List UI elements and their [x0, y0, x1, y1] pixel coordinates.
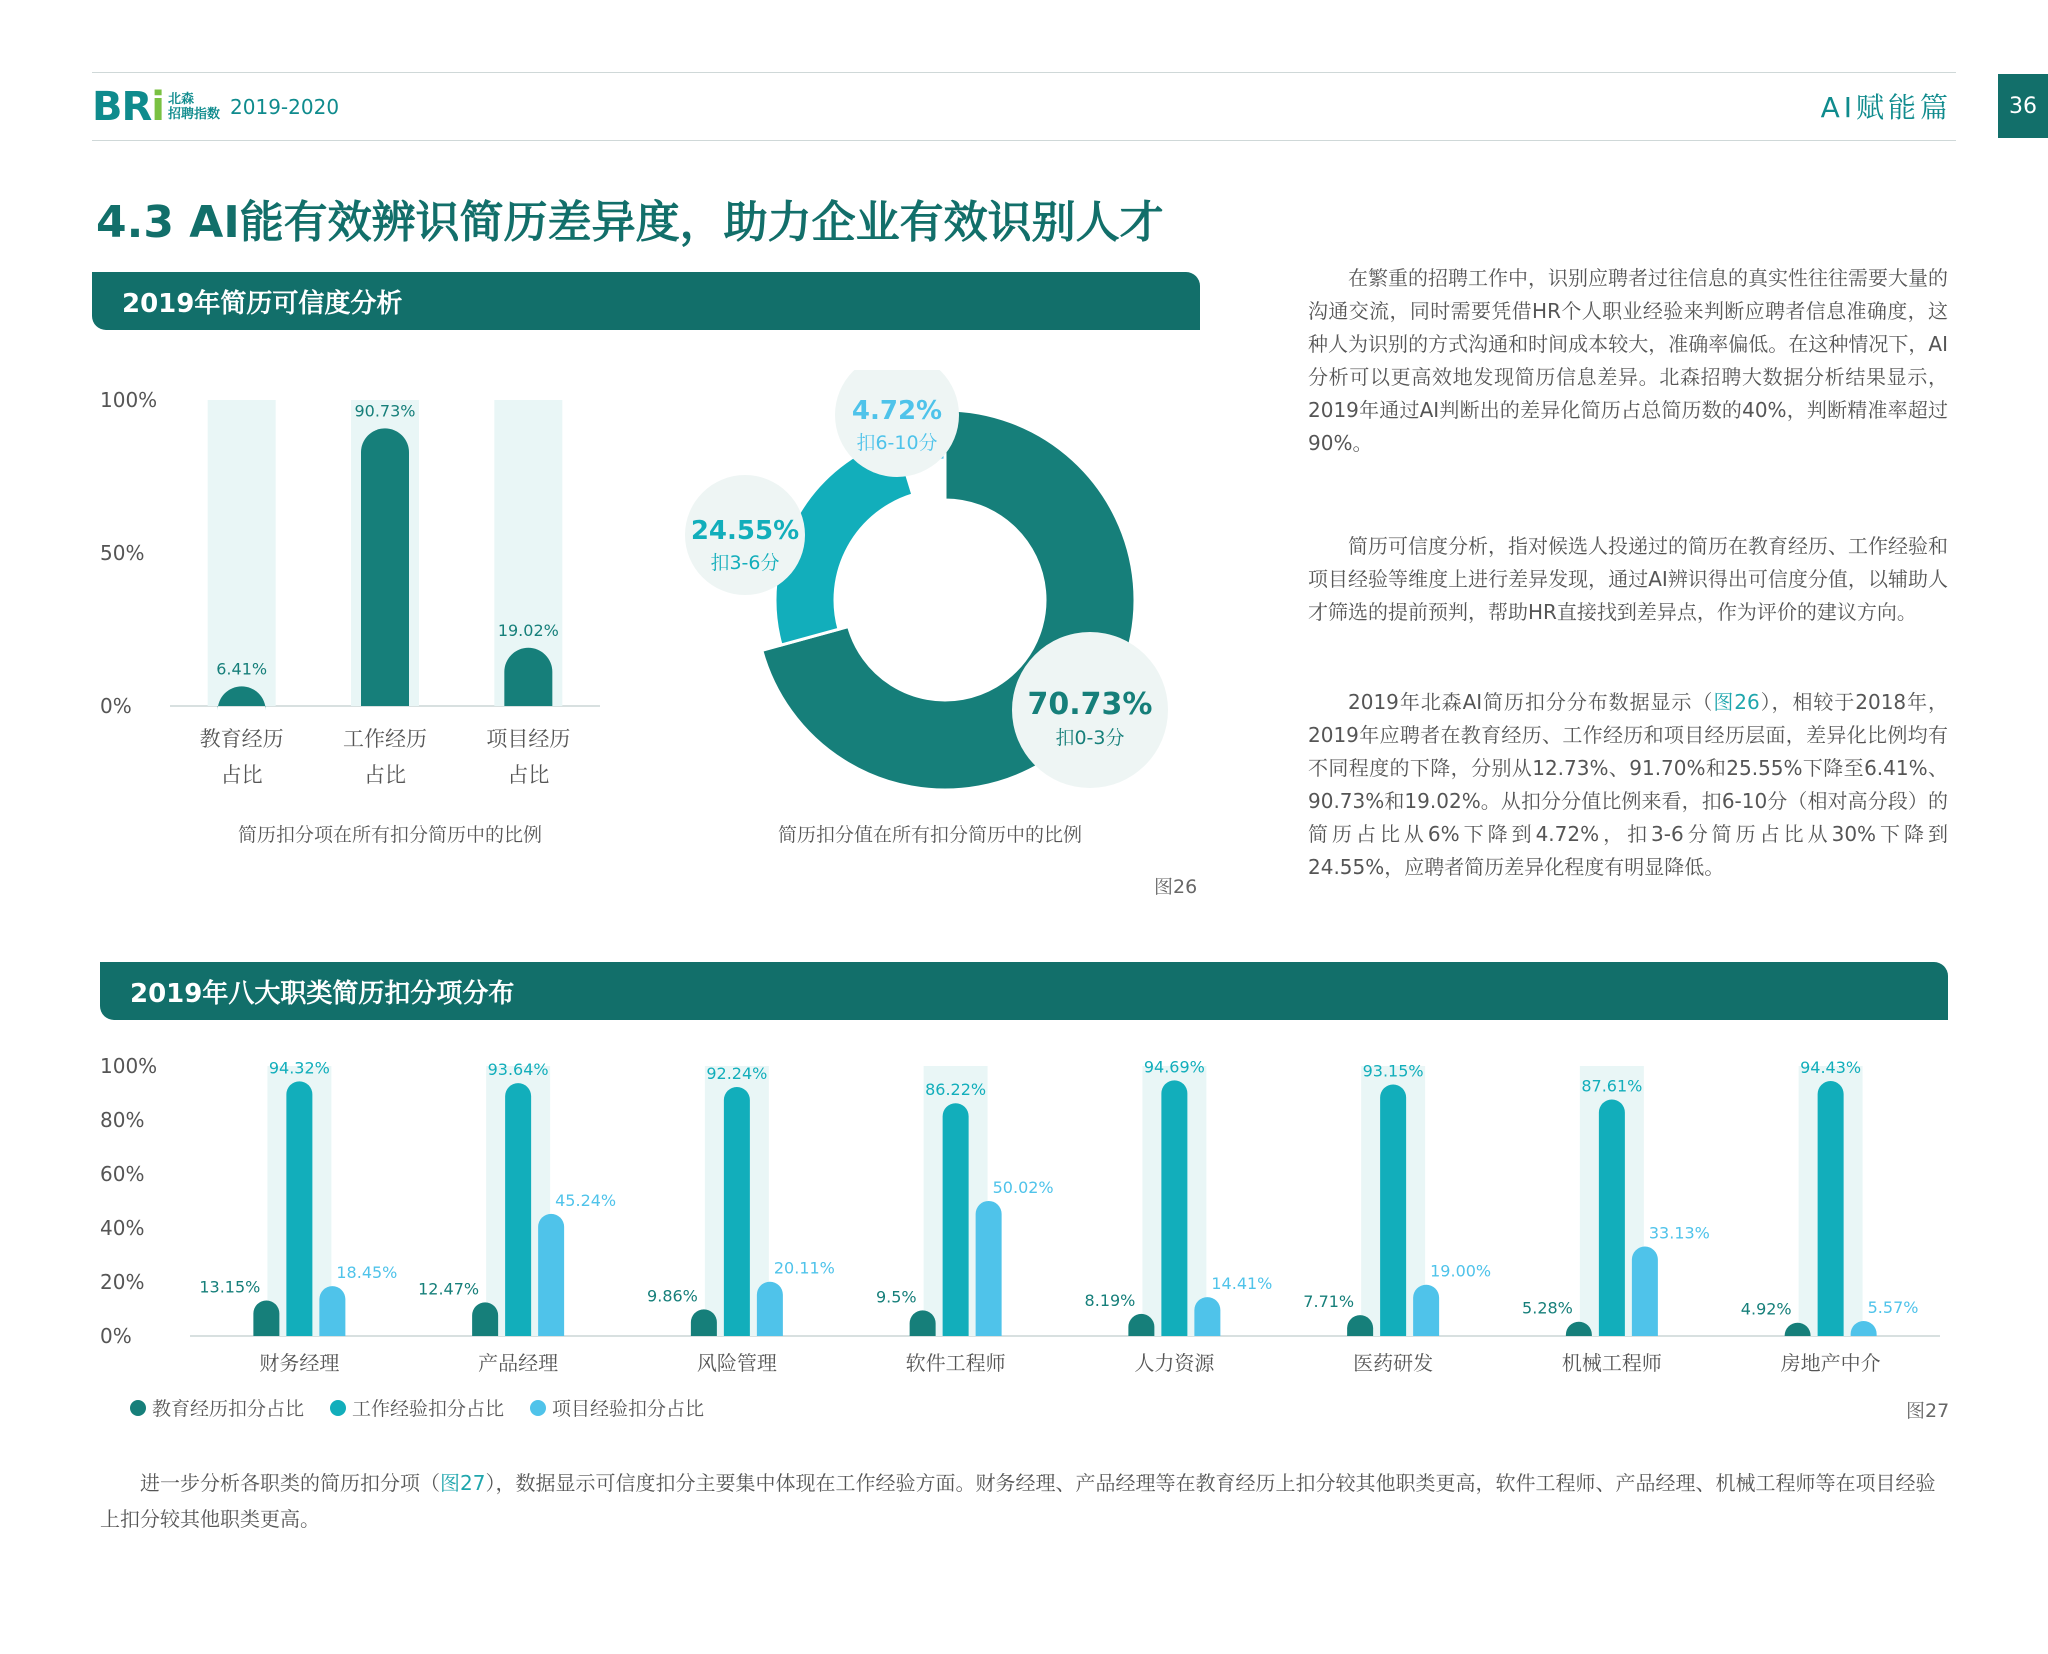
legend-dot-project	[530, 1400, 546, 1416]
bar	[1599, 1099, 1625, 1336]
header-divider	[92, 140, 1956, 141]
x-tick-label: 产品经理	[478, 1351, 559, 1375]
data-label: 5.28%	[1522, 1298, 1573, 1318]
y-tick-label: 60%	[100, 1162, 145, 1186]
x-tick-label: 工作经历	[343, 727, 427, 751]
section-tag: AI赋能篇	[1820, 91, 1952, 124]
legend-dot-work	[330, 1400, 346, 1416]
paragraph-results	[1308, 686, 1948, 884]
bar	[505, 1083, 531, 1336]
data-label: 92.24%	[706, 1063, 768, 1083]
slice-name-label: 扣6-10分	[856, 432, 938, 454]
x-tick-label: 风险管理	[696, 1351, 777, 1375]
logo-mark: BRi	[92, 84, 165, 130]
data-label: 6.41%	[216, 659, 268, 679]
donut-chart-deduction-values	[660, 370, 1220, 810]
y-tick-label: 40%	[100, 1216, 145, 1240]
logo-subtitle	[168, 92, 220, 122]
x-tick-label: 财务经理	[259, 1351, 340, 1375]
legend-label: 工作经验扣分占比	[352, 1398, 505, 1420]
y-tick-label: 100%	[100, 1054, 158, 1078]
chart-legend	[130, 1394, 704, 1421]
bar	[1632, 1247, 1658, 1336]
page-title: 4.3 AI能有效辨识简历差异度，助力企业有效识别人才	[96, 197, 1164, 248]
bar	[1380, 1084, 1406, 1336]
paragraph-intro: 在繁重的招聘工作中，识别应聘者过往信息的真实性往往需要大量的沟通交流，同时需要凭借HR个人职业经验来判断应聘者信息准确度，这种人为识别的方式沟通和时间成本较大，准确率偏低。在这种情况下，AI分析可以更高效地发现简历信息差异。北森招聘大数据分析结果显示，2019年通过AI判断出的差异化简历占总简历数的40%，判断精准率超过90%。	[1308, 266, 1948, 455]
data-label: 20.11%	[773, 1258, 835, 1278]
data-label: 19.02%	[497, 620, 559, 640]
bar	[504, 648, 552, 706]
bar	[976, 1201, 1002, 1336]
bar	[361, 428, 409, 706]
logo-sub-line1: 北森	[168, 92, 195, 107]
bar	[253, 1300, 279, 1336]
data-label: 45.24%	[555, 1190, 617, 1210]
figure-label-26: 图26	[1154, 876, 1198, 898]
data-label: 50.02%	[992, 1177, 1054, 1197]
section-banner-credibility	[92, 272, 1200, 330]
legend-label: 教育经历扣分占比	[152, 1398, 305, 1420]
data-label: 4.92%	[1740, 1299, 1792, 1319]
page-number: 36	[1998, 74, 2048, 138]
x-tick-label: 教育经历	[199, 727, 284, 751]
banner-label: 2019年八大职类简历扣分项分布	[130, 978, 515, 1009]
data-label: 13.15%	[199, 1277, 261, 1297]
bar	[1194, 1297, 1220, 1336]
paragraph-results-b: ），相较于2018年，2019年应聘者在教育经历、工作经历和项目经历层面，差异化比例均有不同程度的下降，分别从12.73%、91.70%和25.55%下降至6.41%、90.73%和19.02%。从扣分分值比例来看，扣6-10分（相对高分段）的简历占比从6%下降到4.72%，扣3-6分简历占比从30%下降到24.55%，应聘者简历差异化程度有明显降低。	[1308, 690, 1949, 879]
x-tick-label: 房地产中介	[1780, 1351, 1881, 1375]
brand-logo	[92, 84, 339, 130]
bar	[538, 1214, 564, 1336]
bar	[1818, 1081, 1844, 1336]
bar	[724, 1087, 750, 1336]
figure-ref-27: 图27	[440, 1471, 486, 1495]
data-label: 7.71%	[1303, 1292, 1355, 1312]
data-label: 18.45%	[336, 1263, 398, 1283]
legend-label: 项目经验扣分占比	[552, 1398, 705, 1420]
data-label: 93.15%	[1362, 1061, 1424, 1081]
x-tick-label: 软件工程师	[905, 1351, 1006, 1375]
x-tick-label: 机械工程师	[1561, 1351, 1662, 1375]
legend-item-education	[130, 1394, 304, 1421]
y-tick-label: 0%	[100, 694, 132, 718]
legend-item-project	[530, 1394, 704, 1421]
paragraph-results-a: 2019年北森AI简历扣分分布数据显示（	[1348, 690, 1714, 714]
data-label: 94.69%	[1143, 1057, 1205, 1077]
grouped-bar-chart-job-categories	[100, 1040, 1960, 1390]
bar-chart-caption: 简历扣分项在所有扣分简历中的比例	[238, 824, 543, 846]
data-label: 12.47%	[418, 1279, 480, 1299]
data-label: 9.86%	[647, 1286, 698, 1306]
y-tick-label: 20%	[100, 1270, 145, 1294]
data-label: 33.13%	[1648, 1223, 1710, 1243]
figure-label-27: 图27	[1906, 1400, 1950, 1422]
data-label: 90.73%	[354, 401, 416, 421]
header-top-divider	[92, 72, 1956, 73]
x-tick-label: 医药研发	[1353, 1351, 1434, 1375]
y-tick-label: 50%	[100, 541, 145, 565]
y-tick-label: 80%	[100, 1108, 145, 1132]
bar	[472, 1302, 498, 1336]
data-label: 86.22%	[925, 1080, 987, 1100]
bar	[757, 1282, 783, 1336]
x-tick-label: 占比	[220, 763, 263, 787]
legend-item-work	[330, 1394, 504, 1421]
bar	[319, 1286, 345, 1336]
bar	[1161, 1080, 1187, 1336]
bar	[1413, 1285, 1439, 1336]
x-tick-label: 占比	[507, 763, 550, 787]
paragraph-conclusion-b: ），数据显示可信度扣分主要集中体现在工作经验方面。财务经理、产品经理等在教育经历上扣分较其他职类更高，软件工程师、产品经理、机械工程师等在项目经验上扣分较其他职类更高。	[100, 1471, 1936, 1531]
data-label: 94.32%	[268, 1058, 330, 1078]
y-tick-label: 100%	[100, 388, 158, 412]
bar	[943, 1103, 969, 1336]
slice-value-label: 70.73%	[1027, 687, 1153, 722]
slice-name-label: 扣0-3分	[1055, 727, 1125, 749]
legend-dot-education	[130, 1400, 146, 1416]
paragraph-conclusion-a: 进一步分析各职类的简历扣分项（	[140, 1471, 440, 1495]
paragraph-definition: 简历可信度分析，指对候选人投递过的简历在教育经历、工作经验和项目经验等维度上进行差异发现，通过AI辨识得出可信度分值，以辅助人才筛选的提前预判，帮助HR直接找到差异点，作为评价的建议方向。	[1308, 534, 1948, 624]
x-tick-label: 项目经历	[486, 727, 571, 751]
data-label: 19.00%	[1430, 1261, 1492, 1281]
x-tick-label: 人力资源	[1134, 1351, 1215, 1375]
data-label: 5.57%	[1867, 1297, 1919, 1317]
paragraph-conclusion	[100, 1465, 1948, 1537]
data-label: 93.64%	[487, 1060, 549, 1080]
section-banner-job-categories	[100, 962, 1948, 1020]
data-label: 94.43%	[1800, 1058, 1862, 1078]
logo-years: 2019-2020	[230, 95, 340, 119]
data-label: 9.5%	[875, 1287, 917, 1307]
bar	[691, 1309, 717, 1336]
x-tick-label: 占比	[364, 763, 406, 787]
y-tick-label: 0%	[100, 1324, 132, 1348]
data-label: 8.19%	[1084, 1290, 1136, 1310]
figure-ref-26: 图26	[1713, 690, 1760, 714]
slice-value-label: 24.55%	[690, 516, 800, 546]
bar	[910, 1310, 936, 1336]
bar	[286, 1081, 312, 1336]
logo-sub-line2: 招聘指数	[168, 107, 221, 122]
data-label: 14.41%	[1211, 1274, 1273, 1294]
data-label: 87.61%	[1581, 1076, 1643, 1096]
donut-chart-caption: 简历扣分值在所有扣分简历中的比例	[778, 824, 1083, 846]
banner-label: 2019年简历可信度分析	[122, 288, 403, 319]
slice-value-label: 4.72%	[851, 396, 943, 426]
slice-name-label: 扣3-6分	[710, 552, 780, 574]
bar-chart-deduction-items	[100, 370, 660, 800]
